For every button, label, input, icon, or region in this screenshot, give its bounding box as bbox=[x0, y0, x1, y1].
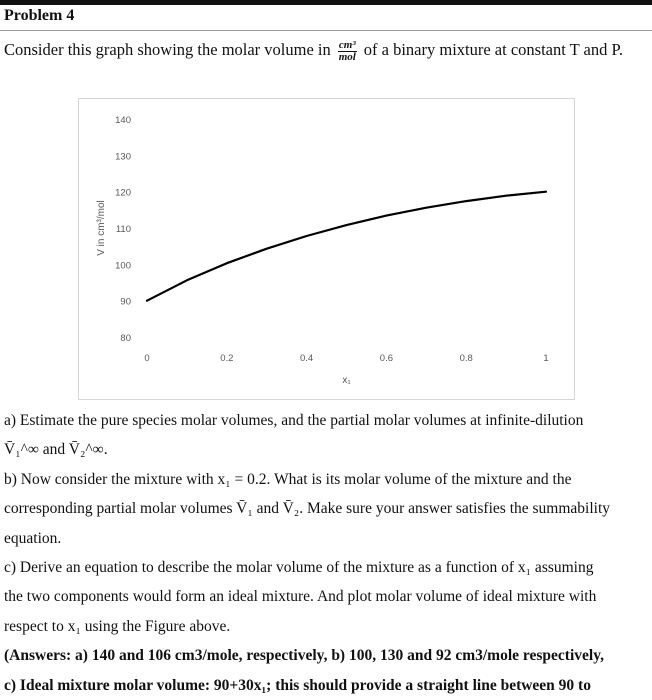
x-tick-label: 0.8 bbox=[459, 353, 473, 364]
unit-numerator: cm³ bbox=[338, 38, 356, 51]
y-tick-label: 140 bbox=[115, 115, 131, 126]
question-c-line-2: the two components would form an ideal mixture. And plot molar volume of ideal mixture with bbox=[4, 588, 597, 606]
chart-svg bbox=[79, 99, 574, 399]
x-tick-label: 0.2 bbox=[220, 353, 234, 364]
v2-infinite: V̄₂^∞ bbox=[68, 441, 104, 459]
y-tick-label: 120 bbox=[115, 187, 131, 199]
question-c-line-1: c) Derive an equation to describe the molar volume of the mixture as a function of x₁ assuming bbox=[4, 559, 594, 577]
question-a-line-1: a) Estimate the pure species molar volumes, and the partial molar volumes at infinite-dilution bbox=[4, 412, 584, 429]
end-period: . bbox=[103, 441, 108, 459]
y-axis-title: V in cm³/mol bbox=[96, 200, 107, 256]
x-tick-label: 0 bbox=[144, 353, 150, 364]
x-tick-label: 0.6 bbox=[379, 353, 394, 364]
series-line bbox=[147, 192, 546, 301]
unit-fraction bbox=[338, 40, 357, 63]
questions bbox=[4, 406, 648, 700]
question-a-line-2 bbox=[4, 435, 648, 464]
intro-before: Consider this graph showing the molar volume in bbox=[4, 40, 335, 59]
question-b-line-3: equation. bbox=[4, 529, 62, 547]
problem-title: Problem 4 bbox=[4, 7, 75, 24]
y-tick-label: 110 bbox=[115, 224, 131, 235]
intro-after: of a binary mixture at constant T and P. bbox=[359, 40, 623, 59]
y-tick-label: 100 bbox=[115, 260, 131, 272]
x-tick-label: 1 bbox=[543, 353, 549, 364]
v1-infinite: V̄₁^∞ bbox=[4, 441, 39, 459]
question-c-line-3: respect to x₁ using the Figure above. bbox=[4, 617, 231, 635]
answers-line-2: c) Ideal mixture molar volume: 90+30x₁; this should provide a straight line between 90 to bbox=[4, 676, 591, 694]
and-text: and bbox=[38, 441, 69, 459]
question-b-line-2: corresponding partial molar volumes V̄₁ and V̄₂. Make sure your answer satisfies the summability bbox=[4, 500, 610, 518]
molar-volume-chart bbox=[78, 98, 575, 400]
problem-intro bbox=[4, 38, 623, 63]
title-divider bbox=[0, 30, 652, 31]
unit-denominator: mol bbox=[338, 50, 356, 63]
top-rule bbox=[0, 0, 652, 5]
x-tick-label: 0.4 bbox=[299, 353, 314, 364]
y-tick-label: 90 bbox=[120, 296, 131, 308]
answers-line-1: (Answers: a) 140 and 106 cm3/mole, respectively, b) 100, 130 and 92 cm3/mole respectively, bbox=[4, 647, 604, 665]
question-b-line-1: b) Now consider the mixture with x₁ = 0.2. What is its molar volume of the mixture and the bbox=[4, 470, 572, 488]
y-tick-label: 80 bbox=[120, 333, 131, 344]
y-tick-label: 130 bbox=[115, 151, 131, 163]
x-axis-title: x₁ bbox=[342, 375, 351, 386]
